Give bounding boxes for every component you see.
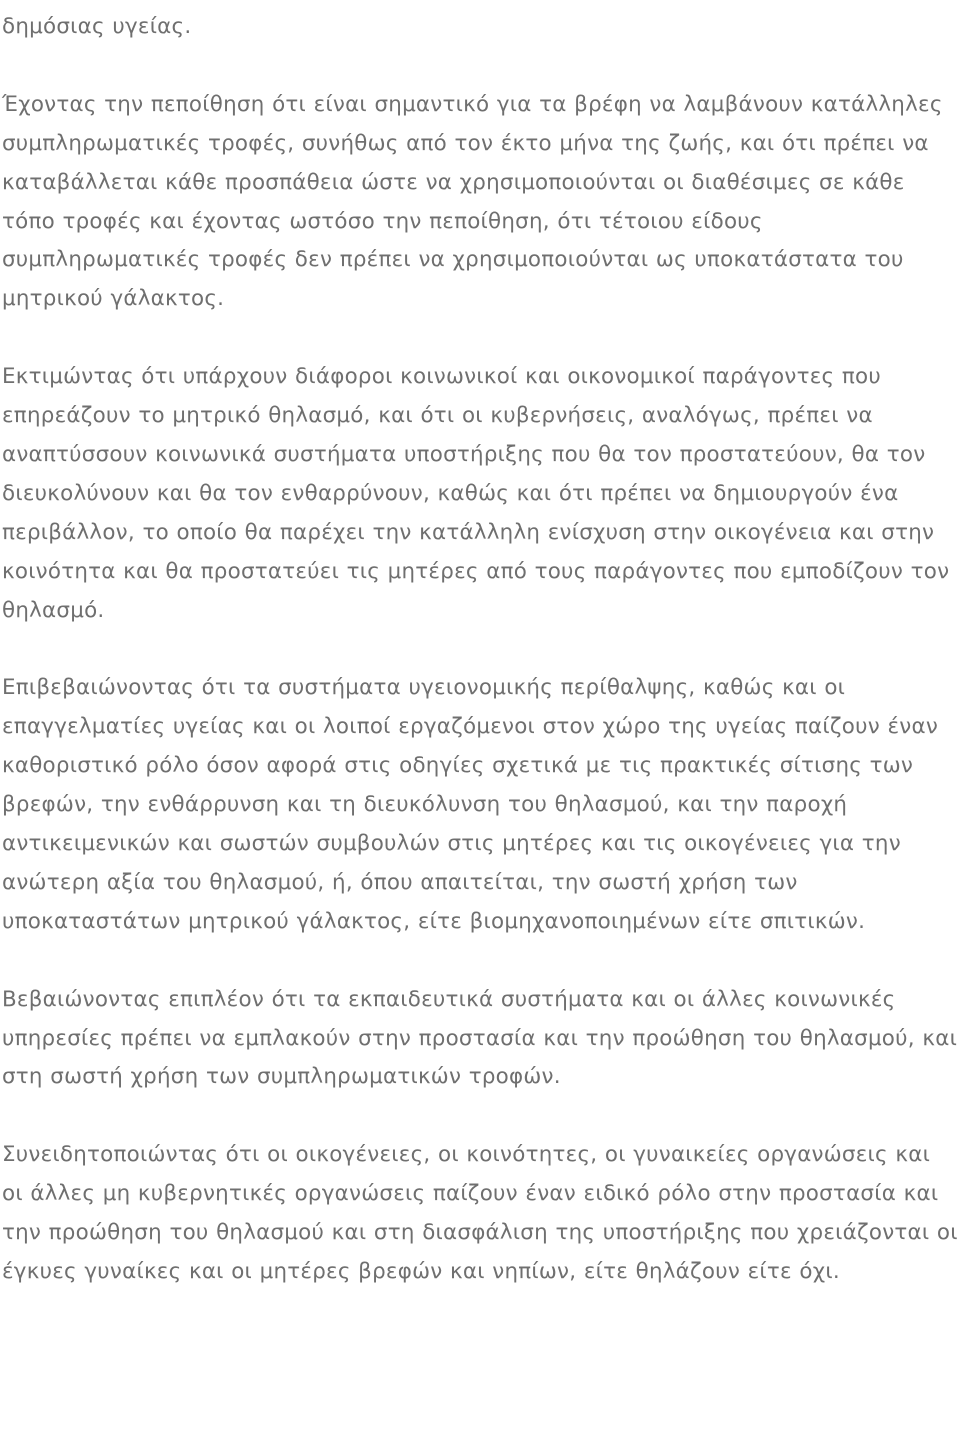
paragraph-health-care-systems: Επιβεβαιώνοντας ότι τα συστήματα υγειονομικής περίθαλψης, καθώς και οι επαγγελματίες υγείας και οι λοιποί εργαζόμενοι στον χώρο της υγείας παίζουν έναν καθοριστικό ρόλο όσον αφορά στις οδηγίες σχετικά με τις πρακτικές σίτισης των βρεφών, την ενθάρρυνση και τη διευκόλυνση του θηλασμού, και την παροχή αντικειμενικών και σωστών συμβουλών στις μητέρες και τις οικογένειες για την ανώτερη αξία του θηλασμού, ή, όπου απαιτείται, την σωστή χρήση των υποκαταστάτων μητρικού γάλακτος, είτε βιομηχανοποιημένων είτε σπιτικών. bbox=[2, 675, 939, 934]
paragraph-continuation: δημόσιας υγείας. bbox=[2, 14, 192, 39]
paragraph-education-systems: Βεβαιώνοντας επιπλέον ότι τα εκπαιδευτικά συστήματα και οι άλλες κοινωνικές υπηρεσίες πρέπει να εμπλακούν στην προστασία και την προώθηση του θηλασμού, και στη σωστή χρήση των συμπληρωματικών τροφών. bbox=[2, 986, 958, 1090]
document-body bbox=[2, 8, 958, 1292]
paragraph-families-communities: Συνειδητοποιώντας ότι οι οικογένειες, οι κοινότητες, οι γυναικείες οργανώσεις και οι άλλες μη κυβερνητικές οργανώσεις παίζουν έναν ειδικό ρόλο στην προστασία και την προώθηση του θηλασμού και στη διασφάλιση της υποστήριξης που χρειάζονται οι έγκυες γυναίκες και οι μητέρες βρεφών και νηπίων, είτε θηλάζουν είτε όχι. bbox=[2, 1142, 958, 1284]
paragraph-complementary-foods: Έχοντας την πεποίθηση ότι είναι σημαντικό για τα βρέφη να λαμβάνουν κατάλληλες συμπληρωματικές τροφές, συνήθως από τον έκτο μήνα της ζωής, και ότι πρέπει να καταβάλλεται κάθε προσπάθεια ώστε να χρησιμοποιούνται οι διαθέσιμες σε κάθε τόπο τροφές και έχοντας ωστόσο την πεποίθηση, ότι τέτοιου είδους συμπληρωματικές τροφές δεν πρέπει να χρησιμοποιούνται ως υποκατάστατα του μητρικού γάλακτος. bbox=[2, 91, 943, 312]
paragraph-social-economic-factors: Εκτιμώντας ότι υπάρχουν διάφοροι κοινωνικοί και οικονομικοί παράγοντες που επηρεάζουν το μητρικό θηλασμό, και ότι οι κυβερνήσεις, αναλόγως, πρέπει να αναπτύσσουν κοινωνικά συστήματα υποστήριξης που θα τον προστατεύουν, θα τον διευκολύνουν και θα τον ενθαρρύνουν, καθώς και ότι πρέπει να δημιουργούν ένα περιβάλλον, το οποίο θα παρέχει την κατάλληλη ενίσχυση στην οικογένεια και στην κοινότητα και θα προστατεύει τις μητέρες από τους παράγοντες που εμποδίζουν τον θηλασμό. bbox=[2, 364, 950, 623]
